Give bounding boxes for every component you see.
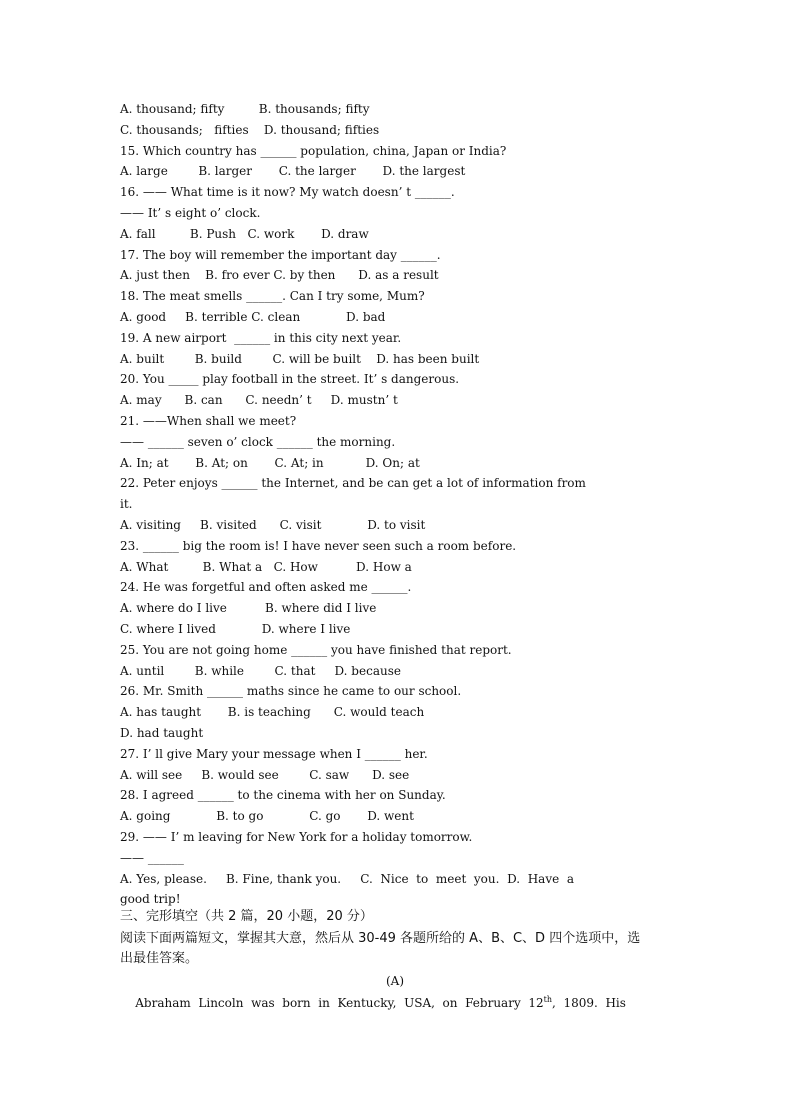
text-line: C. where I lived D. where I live: [120, 622, 351, 636]
text-line: it.: [120, 497, 133, 512]
text-line: A. thousand; fifty B. thousands; fifty: [120, 102, 370, 116]
text-line: 26. Mr. Smith ______ maths since he came to our school.: [120, 684, 462, 699]
text-line: 25. You are not going home ______ you have finished that report.: [120, 642, 512, 657]
text-line: A. going B. to go C. go D. went: [120, 809, 414, 824]
passage-text-start: Abraham Lincoln was born in Kentucky, USA, on February 12: [120, 996, 544, 1010]
instruction-line-2: 出最佳答案。: [120, 951, 199, 966]
text-line: A. may B. can C. needn’ t D. mustn’ t: [120, 393, 398, 408]
text-line: 21. ——When shall we meet?: [120, 414, 297, 428]
text-line: 18. The meat smells ______. Can I try some, Mum?: [120, 289, 425, 304]
text-line: A. visiting B. visited C. visit D. to visit: [120, 518, 426, 532]
text-line: 19. A new airport ______ in this city next year.: [120, 330, 402, 345]
text-line: A. until B. while C. that D. because: [120, 663, 401, 678]
text-line: —— It’ s eight o’ clock.: [120, 206, 261, 220]
text-line: —— ______ seven o’ clock ______ the morning.: [120, 434, 396, 449]
text-line: A. good B. terrible C. clean D. bad: [120, 310, 386, 324]
text-line: 17. The boy will remember the important day ______.: [120, 247, 441, 262]
instruction-line-1: 阅读下面两篇短文，掌握其大意，然后从 30-49 各题所给的 A、B、C、D 四个选项中，选: [120, 931, 641, 946]
text-line: A. fall B. Push C. work D. draw: [120, 226, 369, 241]
text-line: 23. ______ big the room is! I have never seen such a room before.: [120, 538, 517, 553]
text-line: C. thousands; fifties D. thousand; fifties: [120, 122, 380, 137]
text-line: 29. —— I’ m leaving for New York for a holiday tomorrow.: [120, 830, 473, 844]
text-line: A. large B. larger C. the larger D. the largest: [120, 164, 466, 179]
text-line: 24. He was forgetful and often asked me ______.: [120, 580, 412, 595]
text-line: A. In; at B. At; on C. At; in D. On; at: [120, 455, 420, 470]
text-line: A. will see B. would see C. saw D. see: [120, 767, 410, 782]
text-line: 27. I’ ll give Mary your message when I ______ her.: [120, 746, 428, 761]
text-line: 15. Which country has ______ population, china, Japan or India?: [120, 143, 507, 158]
text-line: 20. You _____ play football in the street. It’ s dangerous.: [120, 372, 460, 387]
text-line: A. just then B. fro ever C. by then D. as a result: [120, 268, 439, 283]
text-line: —— ______: [120, 850, 184, 865]
text-line: good trip!: [120, 892, 181, 907]
text-line: A. built B. build C. will be built D. has been built: [120, 351, 480, 366]
text-line: A. What B. What a C. How D. How a: [120, 559, 412, 574]
passage-text-end: , 1809. His: [552, 996, 626, 1010]
section-title: 三、完形填空（共 2 篇，20 小题，20 分）: [120, 909, 373, 924]
text-line: 28. I agreed ______ to the cinema with her on Sunday.: [120, 788, 446, 803]
text-line: A. Yes, please. B. Fine, thank you. C. Nice to meet you. D. Have a: [120, 871, 574, 886]
passage-superscript: th: [543, 995, 553, 1004]
passage-label: (A): [385, 974, 405, 988]
text-line: A. has taught B. is teaching C. would teach: [120, 705, 425, 720]
text-line: D. had taught: [120, 726, 204, 740]
text-line: 22. Peter enjoys ______ the Internet, and be can get a lot of information from: [120, 476, 586, 491]
text-line: 16. —— What time is it now? My watch doesn’ t ______.: [120, 185, 455, 200]
passage-first-line: [120, 994, 680, 1012]
text-line: A. where do I live B. where did I live: [120, 601, 377, 616]
